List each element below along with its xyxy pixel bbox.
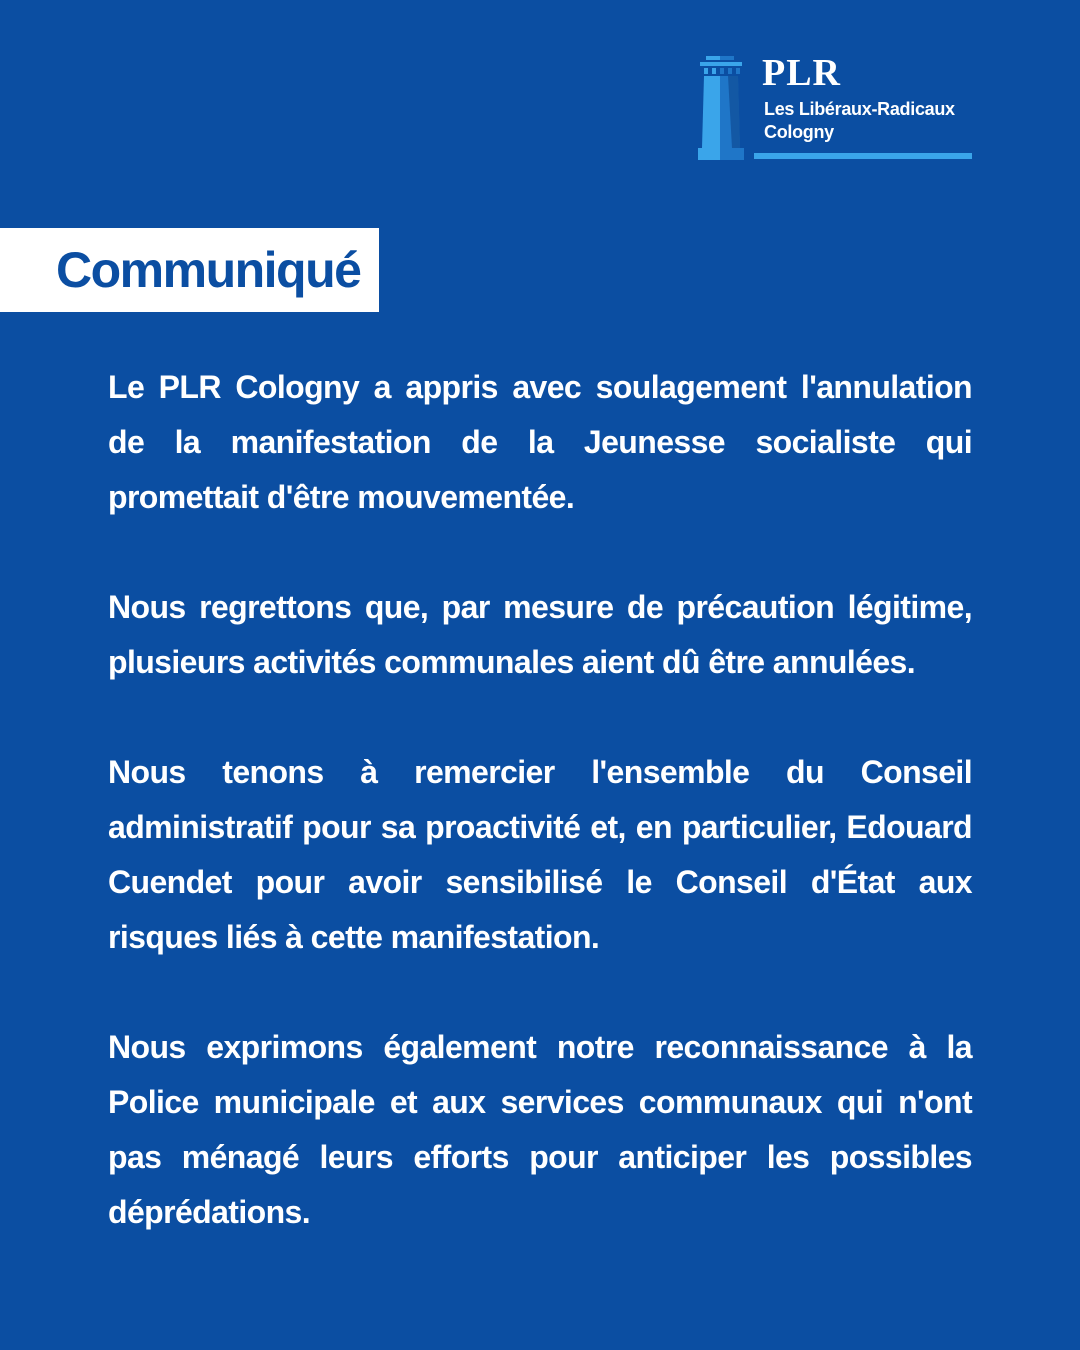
paragraph-3: Nous tenons à remercier l'ensemble du Conseil administratif pour sa proactivité et, en particulier, Edouard Cuendet pour avoir sensibilisé le Conseil d'État aux risques liés à cette manifestation. [108, 754, 972, 955]
logo-name-line2: Cologny [764, 122, 834, 142]
plr-logo [698, 54, 972, 160]
communique-body [108, 360, 972, 1240]
paragraph-2: Nous regrettons que, par mesure de précaution légitime, plusieurs activités communales aient dû être annulées. [108, 589, 972, 680]
logo-abbreviation: PLR [762, 52, 841, 94]
page-title: Communiqué [56, 242, 361, 298]
lighthouse-icon [698, 54, 744, 160]
paragraph-4: Nous exprimons également notre reconnaissance à la Police municipale et aux services communaux qui n'ont pas ménagé leurs efforts pour anticiper les possibles déprédations. [108, 1029, 972, 1230]
logo-underline [754, 153, 972, 159]
logo-name [764, 98, 955, 144]
title-banner [0, 228, 379, 312]
paragraph-1: Le PLR Cologny a appris avec soulagement l'annulation de la manifestation de la Jeunesse socialiste qui promettait d'être mouvementée. [108, 369, 972, 515]
logo-name-line1: Les Libéraux-Radicaux [764, 99, 955, 119]
